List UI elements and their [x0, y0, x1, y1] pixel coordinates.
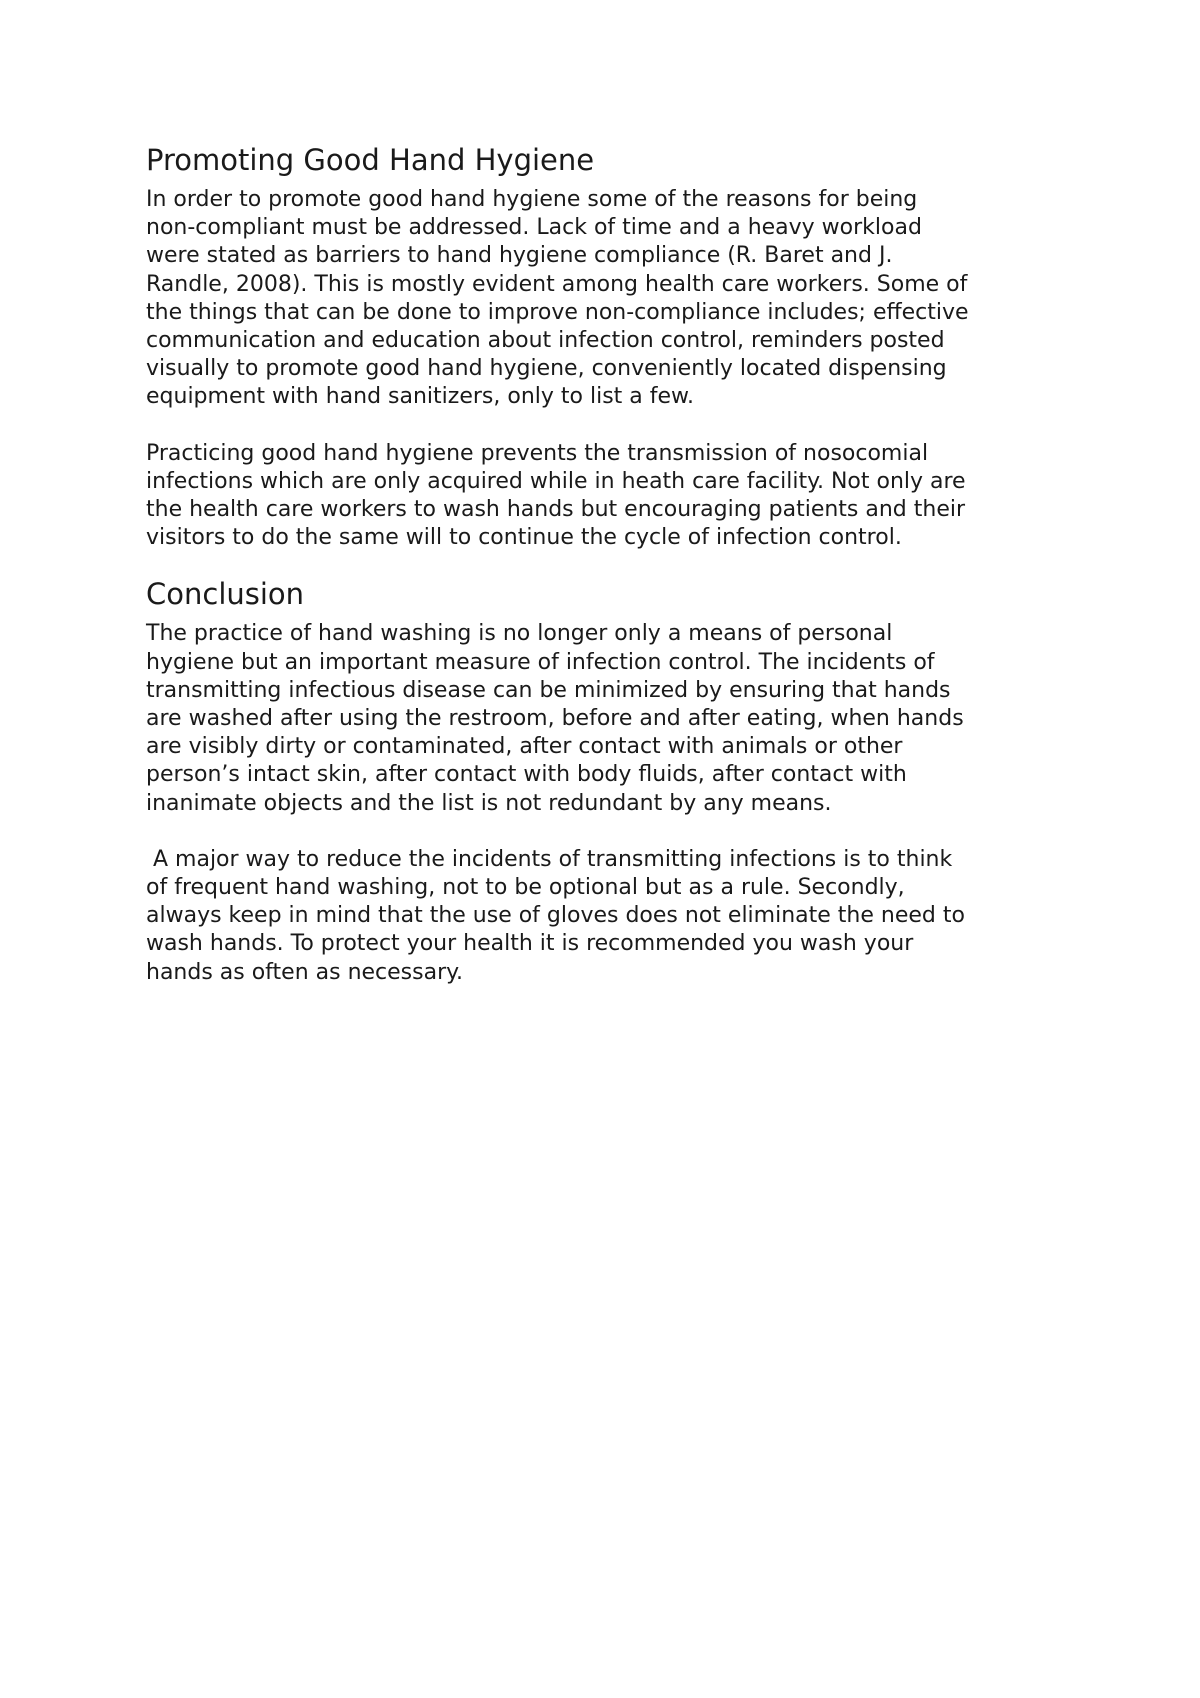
section-conclusion — [146, 574, 1086, 986]
paragraph: Practicing good hand hygiene prevents the transmission of nosocomial infections which are only acquired while in heath care facility. Not only are the health care workers to wash hands but encouraging patients and their visitors to do the same will to continue the cycle of infection control. — [146, 440, 966, 551]
section-heading: Promoting Good Hand Hygiene — [146, 143, 595, 177]
document-page — [146, 140, 1086, 1015]
paragraph: The practice of hand washing is no longer only a means of personal hygiene but an important measure of infection control. The incidents of transmitting infectious disease can be minimized by ensuring that hands are washed after using the restroom, before and after eating, when hands are visibly dirty or contaminated, after contact with animals or other person’s intact skin, after contact with body fluids, after contact with inanimate objects and the list is not redundant by any means. — [146, 621, 964, 816]
paragraph: In order to promote good hand hygiene some of the reasons for being non-compliant must be addressed. Lack of time and a heavy workload were stated as barriers to hand hygiene compliance (R. Baret and J. Randle, 2008). This is mostly evident among health care workers. Some of the things that can be done to improve non-compliance includes; effective communication and education about infection control, reminders posted visually to promote good hand hygiene, conveniently located dispensing equipment with hand sanitizers, only to list a few. — [146, 187, 969, 410]
section-promoting-hand-hygiene — [146, 140, 1086, 552]
paragraph: A major way to reduce the incidents of transmitting infections is to think of frequent hand washing, not to be optional but as a rule. Secondly, always keep in mind that the use of gloves does not eliminate the need to wash hands. To protect your health it is recommended you wash your hands as often as necessary. — [146, 846, 965, 985]
section-heading: Conclusion — [146, 577, 305, 612]
